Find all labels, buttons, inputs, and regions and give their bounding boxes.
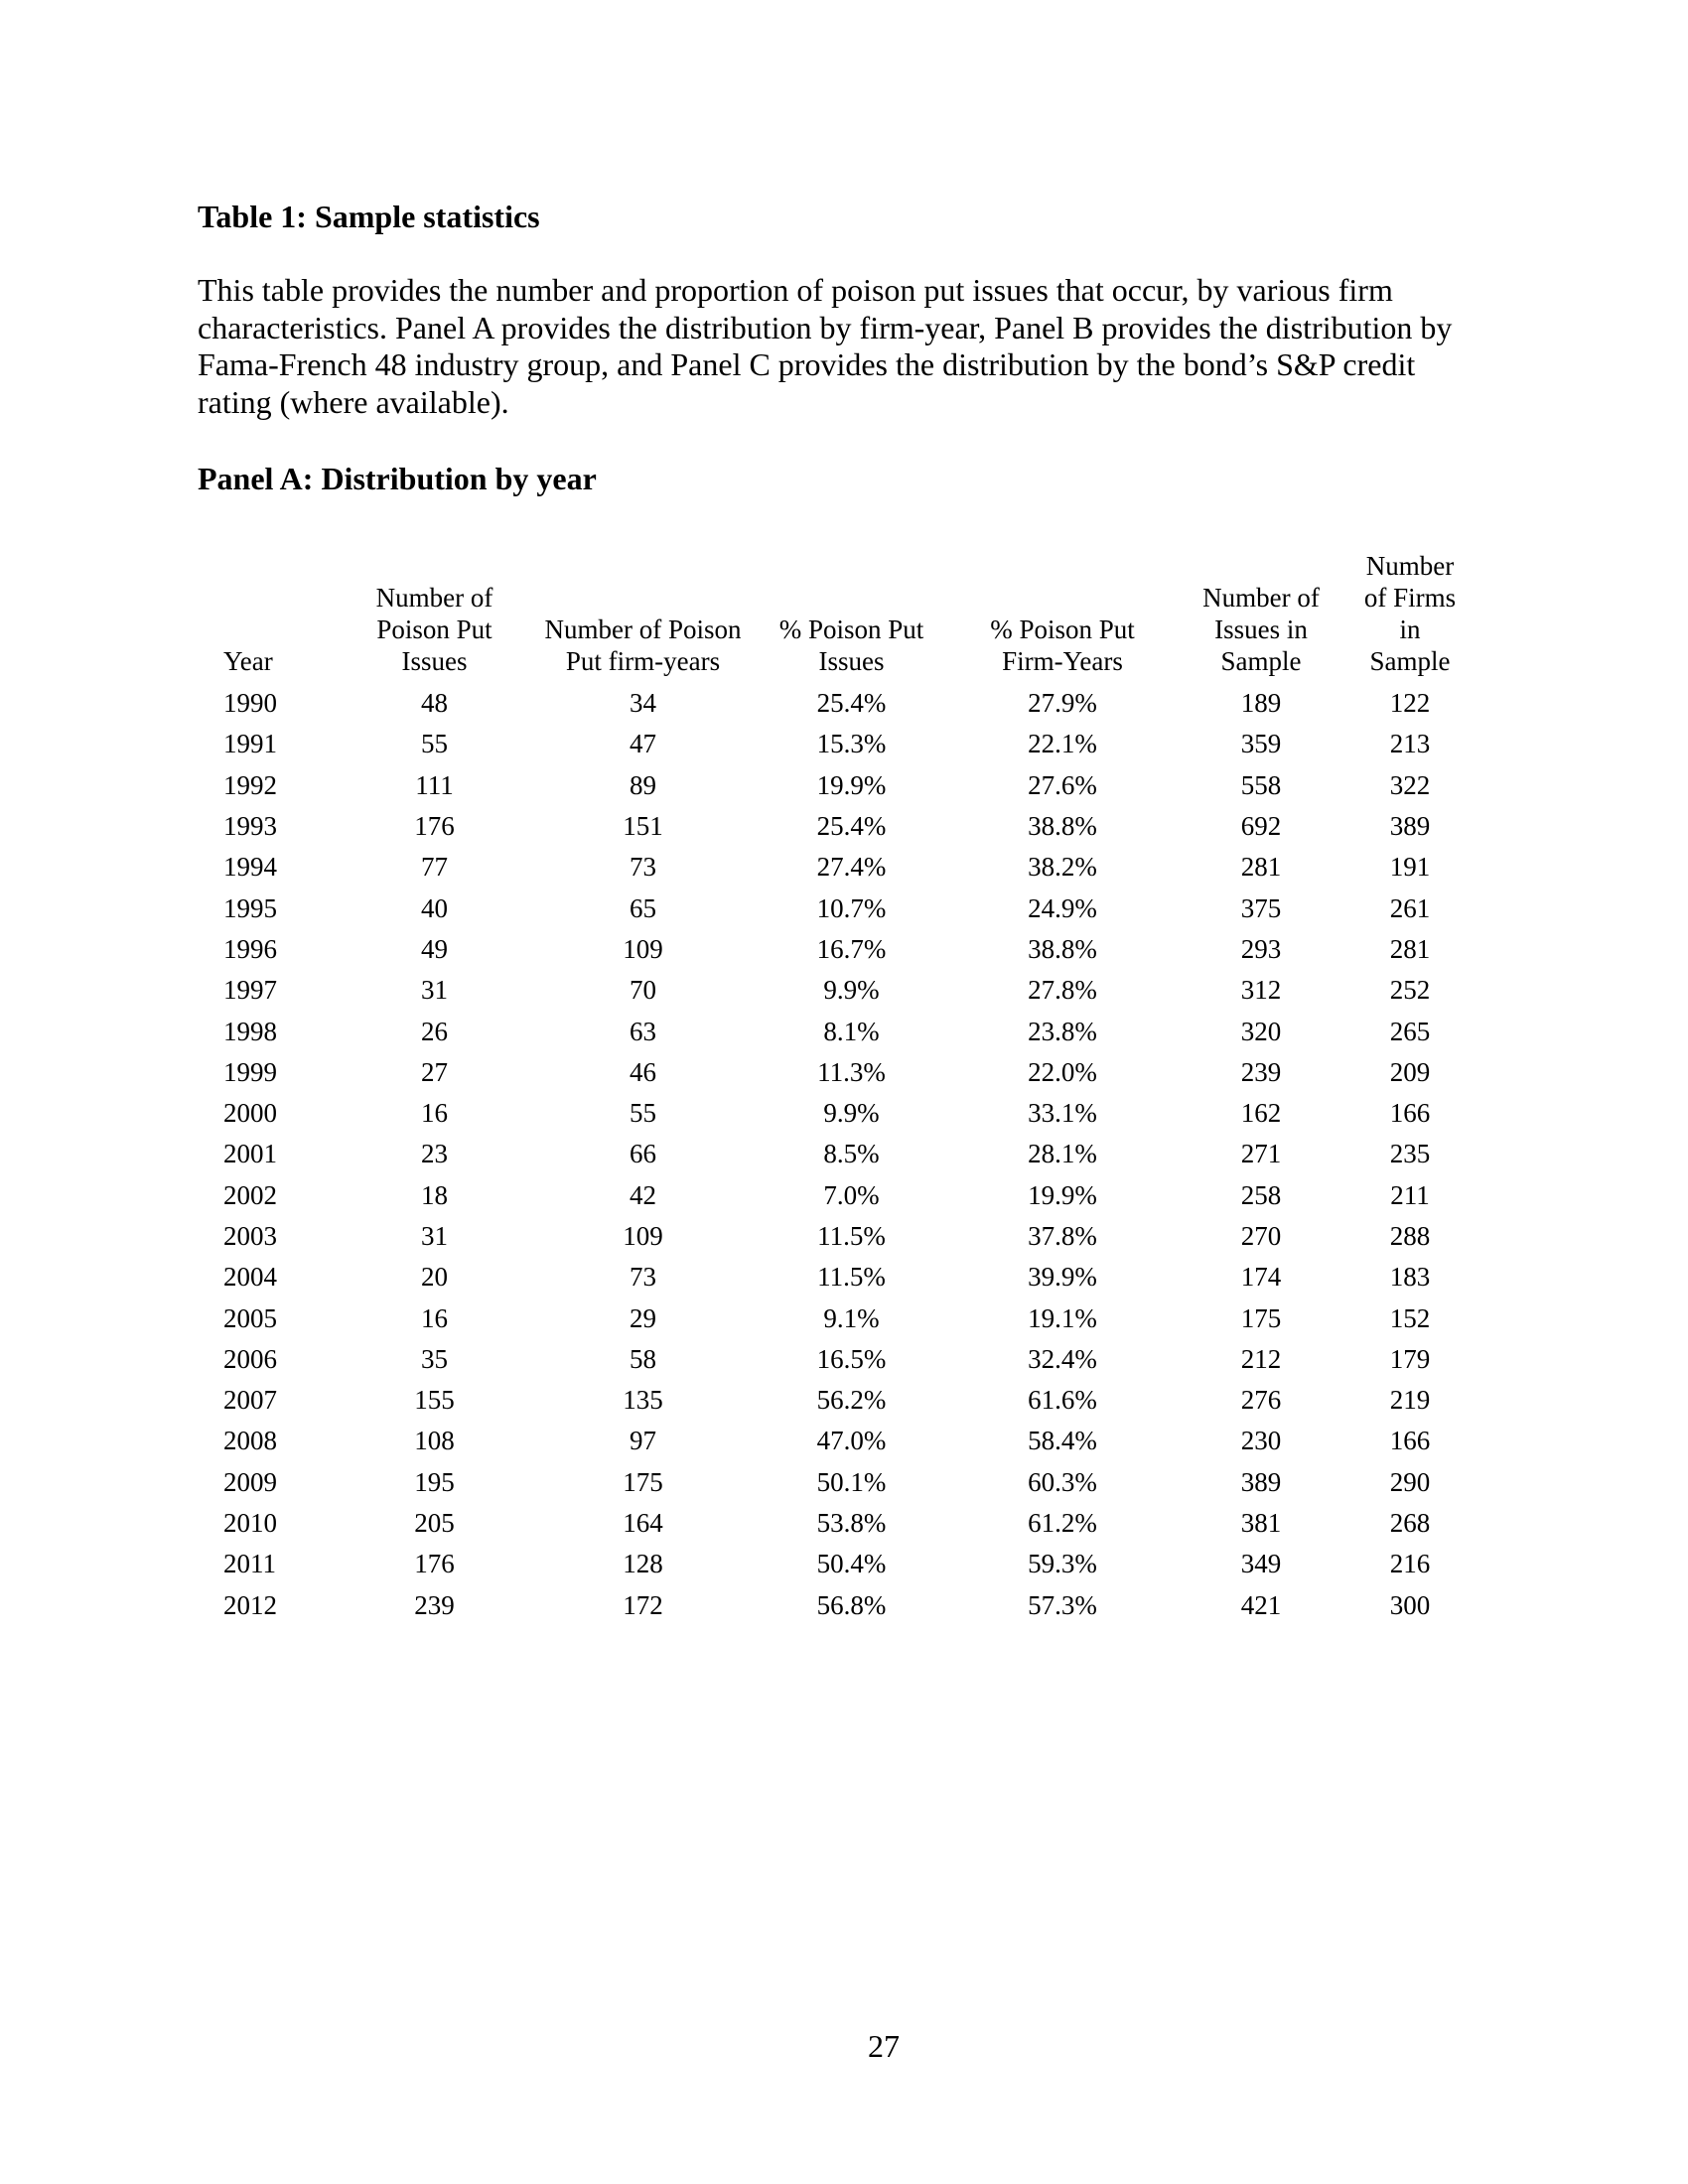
- table-row: [223, 1503, 1470, 1544]
- table-cell: 18: [421, 1179, 448, 1210]
- distribution-by-year-table: [223, 550, 1470, 1626]
- table-cell: 216: [1389, 1549, 1431, 1579]
- table-cell: 25.4%: [816, 811, 887, 842]
- table-cell: 2002: [223, 1179, 277, 1210]
- table-cell: 73: [630, 1262, 656, 1293]
- table-cell: 205: [414, 1508, 455, 1539]
- table-cell: 239: [1240, 1056, 1282, 1087]
- table-cell: 58.4%: [1028, 1426, 1097, 1456]
- column-header: [1172, 550, 1350, 683]
- table-cell: 57.3%: [1028, 1589, 1097, 1620]
- table-cell: 288: [1389, 1221, 1431, 1251]
- table-cell: 271: [1240, 1139, 1282, 1169]
- table-cell: 276: [1240, 1385, 1282, 1416]
- table-cell: 60.3%: [1028, 1466, 1097, 1497]
- table-cell: 558: [1240, 769, 1282, 800]
- table-row: [223, 1421, 1470, 1461]
- table-cell: 56.2%: [816, 1385, 887, 1416]
- column-header-line: Issues in: [1214, 614, 1308, 644]
- table-cell: 195: [414, 1466, 455, 1497]
- column-header-line: Number of: [1202, 583, 1320, 613]
- table-cell: 16: [421, 1302, 448, 1333]
- table-cell: 26: [421, 1016, 448, 1046]
- table-cell: 1991: [223, 729, 277, 759]
- table-cell: 61.6%: [1028, 1385, 1097, 1416]
- table-cell: 239: [414, 1589, 455, 1620]
- table-cell: 1997: [223, 975, 277, 1006]
- table-cell: 20: [421, 1262, 448, 1293]
- table-cell: 2006: [223, 1343, 277, 1374]
- table-cell: 166: [1389, 1098, 1431, 1129]
- table-cell: 389: [1389, 811, 1431, 842]
- table-cell: 281: [1389, 933, 1431, 964]
- page-number: 27: [868, 2028, 900, 2064]
- table-cell: 381: [1240, 1508, 1282, 1539]
- table-cell: 1996: [223, 933, 277, 964]
- table-cell: 33.1%: [1028, 1098, 1097, 1129]
- column-header-line: Number: [1365, 551, 1455, 581]
- table-cell: 191: [1389, 852, 1431, 883]
- table-cell: 31: [421, 1221, 448, 1251]
- table-header-row: [223, 550, 1470, 683]
- table-cell: 175: [623, 1466, 663, 1497]
- table-cell: 49: [421, 933, 448, 964]
- table-cell: 122: [1389, 688, 1431, 719]
- table-cell: 111: [415, 769, 454, 800]
- table-row: [223, 1297, 1470, 1338]
- table-cell: 35: [421, 1343, 448, 1374]
- table-cell: 29: [630, 1302, 656, 1333]
- table-cell: 176: [414, 1549, 455, 1579]
- table-cell: 47.0%: [816, 1426, 887, 1456]
- table-cell: 109: [623, 1221, 663, 1251]
- column-header: [536, 550, 750, 683]
- table-cell: 46: [630, 1056, 656, 1087]
- table-description: This table provides the number and proportion of poison put issues that occur, by various firm characteristics. Panel A provides the distribution by firm-year, Panel B provides the distribution by Fama-French 48 industry group, and Panel C provides the distribution by the bond’s S&P credit rating (where available).: [198, 272, 1453, 420]
- table-cell: 37.8%: [1028, 1221, 1097, 1251]
- table-cell: 2008: [223, 1426, 277, 1456]
- column-header: [1350, 550, 1470, 683]
- table-cell: 2000: [223, 1098, 277, 1129]
- table-cell: 97: [630, 1426, 656, 1456]
- table-cell: 1999: [223, 1056, 277, 1087]
- table-cell: 172: [623, 1589, 663, 1620]
- column-header-line: Issues: [401, 646, 468, 676]
- table-cell: 293: [1240, 933, 1282, 964]
- table-cell: 7.0%: [823, 1179, 880, 1210]
- table-cell: 56.8%: [816, 1589, 887, 1620]
- table-row: [223, 970, 1470, 1011]
- table-row: [223, 1175, 1470, 1216]
- table-cell: 11.5%: [817, 1262, 886, 1293]
- table-cell: 42: [630, 1179, 656, 1210]
- table-row: [223, 765, 1470, 806]
- table-cell: 70: [630, 975, 656, 1006]
- column-header-line: in: [1399, 614, 1421, 644]
- table-cell: 151: [623, 811, 663, 842]
- table-row: [223, 1052, 1470, 1093]
- table-cell: 9.9%: [823, 1098, 880, 1129]
- table-row: [223, 929, 1470, 970]
- table-cell: 32.4%: [1028, 1343, 1097, 1374]
- table-row: [223, 1216, 1470, 1257]
- table-row: [223, 683, 1470, 724]
- table-cell: 38.8%: [1028, 811, 1097, 842]
- table-cell: 2004: [223, 1262, 277, 1293]
- table-cell: 1993: [223, 811, 277, 842]
- table-cell: 9.9%: [823, 975, 880, 1006]
- table-cell: 349: [1240, 1549, 1282, 1579]
- table-cell: 27.4%: [816, 852, 887, 883]
- table-cell: 692: [1240, 811, 1282, 842]
- table-row: [223, 887, 1470, 928]
- table-cell: 152: [1389, 1302, 1431, 1333]
- table-cell: 10.7%: [816, 892, 887, 923]
- table-cell: 24.9%: [1028, 892, 1097, 923]
- table-cell: 25.4%: [816, 688, 887, 719]
- table-cell: 166: [1389, 1426, 1431, 1456]
- column-header-line: Put firm-years: [565, 646, 721, 676]
- column-header-line: Issues: [818, 646, 885, 676]
- column-header-line: Sample: [1220, 646, 1302, 676]
- column-header: [953, 550, 1172, 683]
- table-cell: 359: [1240, 729, 1282, 759]
- table-cell: 174: [1240, 1262, 1282, 1293]
- table-cell: 27.6%: [1028, 769, 1097, 800]
- table-cell: 265: [1389, 1016, 1431, 1046]
- table-row: [223, 1380, 1470, 1421]
- column-header-line: % Poison Put: [990, 614, 1135, 644]
- table-cell: 290: [1389, 1466, 1431, 1497]
- table-cell: 55: [421, 729, 448, 759]
- table-cell: 39.9%: [1028, 1262, 1097, 1293]
- column-header-line: Firm-Years: [1002, 646, 1123, 676]
- table-cell: 2010: [223, 1508, 277, 1539]
- column-header: [333, 550, 536, 683]
- table-cell: 27.8%: [1028, 975, 1097, 1006]
- table-cell: 15.3%: [816, 729, 887, 759]
- table-row: [223, 1011, 1470, 1051]
- table-cell: 183: [1389, 1262, 1431, 1293]
- table-cell: 65: [630, 892, 656, 923]
- table-cell: 16.7%: [816, 933, 887, 964]
- table-cell: 53.8%: [816, 1508, 887, 1539]
- table-cell: 2001: [223, 1139, 277, 1169]
- table-cell: 375: [1240, 892, 1282, 923]
- table-cell: 66: [630, 1139, 656, 1169]
- table-cell: 230: [1240, 1426, 1282, 1456]
- table-cell: 213: [1389, 729, 1431, 759]
- table-cell: 108: [414, 1426, 455, 1456]
- table-cell: 320: [1240, 1016, 1282, 1046]
- table-cell: 212: [1240, 1343, 1282, 1374]
- table-cell: 179: [1389, 1343, 1431, 1374]
- table-row: [223, 1339, 1470, 1380]
- table-cell: 19.1%: [1028, 1302, 1097, 1333]
- table-cell: 322: [1389, 769, 1431, 800]
- table-cell: 421: [1240, 1589, 1282, 1620]
- table-cell: 235: [1389, 1139, 1431, 1169]
- table-cell: 1994: [223, 852, 277, 883]
- table-cell: 2012: [223, 1589, 277, 1620]
- column-header-line: Number of Poison: [544, 614, 742, 644]
- table-cell: 48: [421, 688, 448, 719]
- table-cell: 59.3%: [1028, 1549, 1097, 1579]
- table-cell: 300: [1389, 1589, 1431, 1620]
- table-cell: 2007: [223, 1385, 277, 1416]
- table-cell: 261: [1389, 892, 1431, 923]
- column-header-line: Poison Put: [376, 614, 492, 644]
- table-cell: 258: [1240, 1179, 1282, 1210]
- table-row: [223, 806, 1470, 847]
- table-cell: 27: [421, 1056, 448, 1087]
- table-cell: 55: [630, 1098, 656, 1129]
- table-cell: 1995: [223, 892, 277, 923]
- table-cell: 89: [630, 769, 656, 800]
- table-cell: 189: [1240, 688, 1282, 719]
- table-cell: 23.8%: [1028, 1016, 1097, 1046]
- table-cell: 16.5%: [816, 1343, 887, 1374]
- table-cell: 22.1%: [1028, 729, 1097, 759]
- table-cell: 38.2%: [1028, 852, 1097, 883]
- table-cell: 1990: [223, 688, 277, 719]
- column-header-line: % Poison Put: [778, 614, 924, 644]
- table-cell: 16: [421, 1098, 448, 1129]
- table-cell: 63: [630, 1016, 656, 1046]
- table-cell: 19.9%: [816, 769, 887, 800]
- table-cell: 175: [1240, 1302, 1282, 1333]
- table-row: [223, 1134, 1470, 1174]
- table-row: [223, 1257, 1470, 1297]
- table-cell: 9.1%: [823, 1302, 880, 1333]
- table-row: [223, 847, 1470, 887]
- table-cell: 58: [630, 1343, 656, 1374]
- table-cell: 162: [1240, 1098, 1282, 1129]
- table-cell: 77: [421, 852, 448, 883]
- table-title: Table 1: Sample statistics: [198, 199, 540, 234]
- table-cell: 1992: [223, 769, 277, 800]
- table-cell: 135: [623, 1385, 663, 1416]
- table-cell: 1998: [223, 1016, 277, 1046]
- column-header: [750, 550, 953, 683]
- table-row: [223, 1093, 1470, 1134]
- table-cell: 209: [1389, 1056, 1431, 1087]
- table-cell: 155: [414, 1385, 455, 1416]
- table-cell: 27.9%: [1028, 688, 1097, 719]
- table-cell: 128: [623, 1549, 663, 1579]
- column-header-line: Year: [223, 646, 273, 676]
- table-cell: 34: [630, 688, 656, 719]
- table-cell: 270: [1240, 1221, 1282, 1251]
- panel-title: Panel A: Distribution by year: [198, 461, 597, 496]
- table-cell: 38.8%: [1028, 933, 1097, 964]
- table-cell: 268: [1389, 1508, 1431, 1539]
- table-cell: 219: [1389, 1385, 1431, 1416]
- table-cell: 8.5%: [823, 1139, 880, 1169]
- column-header-line: of Firms: [1363, 583, 1457, 613]
- table-cell: 28.1%: [1028, 1139, 1097, 1169]
- table-cell: 164: [623, 1508, 663, 1539]
- table-cell: 61.2%: [1028, 1508, 1097, 1539]
- table-cell: 2005: [223, 1302, 277, 1333]
- table-cell: 50.1%: [816, 1466, 887, 1497]
- column-header-line: Number of: [375, 583, 493, 613]
- table-cell: 312: [1240, 975, 1282, 1006]
- table-cell: 281: [1240, 852, 1282, 883]
- table-cell: 23: [421, 1139, 448, 1169]
- table-cell: 2011: [223, 1549, 276, 1579]
- table-cell: 252: [1389, 975, 1431, 1006]
- table-cell: 19.9%: [1028, 1179, 1097, 1210]
- table-cell: 11.5%: [817, 1221, 886, 1251]
- table-cell: 8.1%: [823, 1016, 880, 1046]
- table-cell: 31: [421, 975, 448, 1006]
- column-header-line: Sample: [1369, 646, 1451, 676]
- table-cell: 2009: [223, 1466, 277, 1497]
- table-cell: 22.0%: [1028, 1056, 1097, 1087]
- table-cell: 11.3%: [817, 1056, 886, 1087]
- table-cell: 40: [421, 892, 448, 923]
- table-row: [223, 1585, 1470, 1626]
- table-cell: 50.4%: [816, 1549, 887, 1579]
- table-cell: 73: [630, 852, 656, 883]
- column-header: [223, 550, 333, 683]
- table-cell: 176: [414, 811, 455, 842]
- table-cell: 109: [623, 933, 663, 964]
- table-cell: 211: [1390, 1179, 1430, 1210]
- table-row: [223, 1544, 1470, 1584]
- table-row: [223, 1462, 1470, 1503]
- table-cell: 2003: [223, 1221, 277, 1251]
- table-cell: 47: [630, 729, 656, 759]
- table-row: [223, 724, 1470, 764]
- table-cell: 389: [1240, 1466, 1282, 1497]
